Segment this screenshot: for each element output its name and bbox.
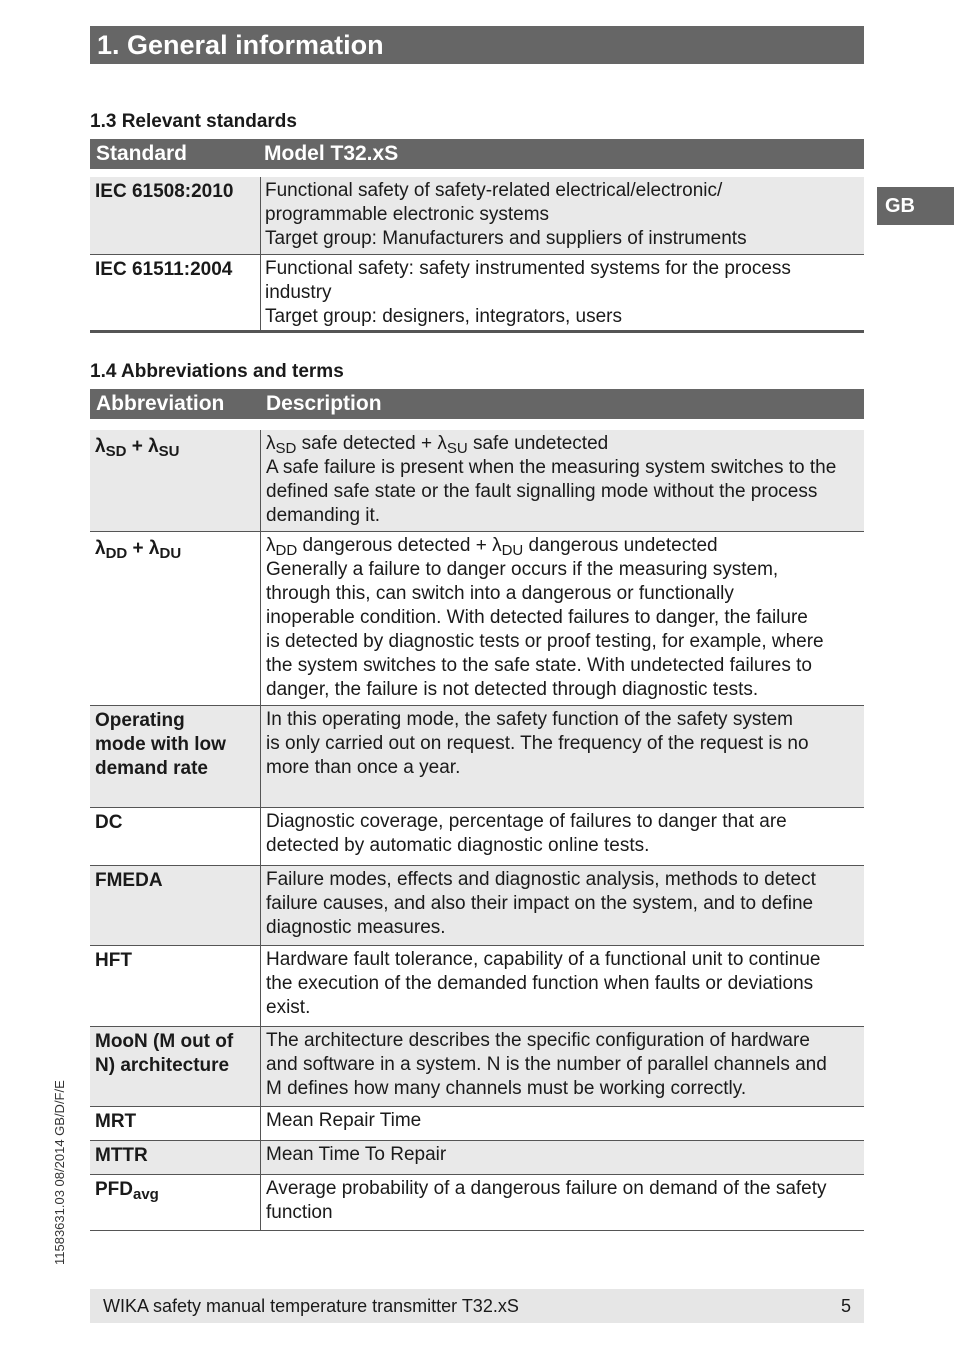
- description-line: Functional safety: safety instrumented systems for the process: [265, 258, 791, 279]
- description-line: industry: [265, 282, 332, 303]
- description-line: Failure modes, effects and diagnostic analysis, methods to detect: [266, 869, 816, 890]
- description-line: failure causes, and also their impact on the system, and to define: [266, 893, 814, 914]
- table-header: [90, 139, 864, 169]
- abbreviation-term: DC: [90, 808, 261, 865]
- table-row: [90, 946, 864, 1027]
- description-line: is only carried out on request. The frequency of the request is no: [266, 733, 809, 754]
- abbreviation-description: [261, 1027, 864, 1106]
- description-line: danger, the failure is not detected through diagnostic tests.: [266, 679, 759, 700]
- abbreviation-term: FMEDA: [90, 866, 261, 945]
- table-row: [90, 255, 864, 333]
- footer: [90, 1289, 864, 1323]
- column-header-standard: Standard: [96, 142, 188, 165]
- page-title: 1. General information: [90, 26, 864, 64]
- table-row: [90, 1175, 864, 1231]
- column-header-model: Model T32.xS: [264, 142, 399, 165]
- description-line: Diagnostic coverage, percentage of failures to danger that are: [266, 811, 787, 832]
- table-row: [90, 808, 864, 866]
- abbreviation-term: $\lambda_{DD} + \lambda_{DU}$: [90, 532, 261, 705]
- abbreviations-table: [90, 389, 864, 1231]
- abbreviation-description: [261, 1175, 864, 1230]
- description-line: Average probability of a dangerous failure on demand of the safety: [266, 1178, 827, 1199]
- description-line: exist.: [266, 997, 311, 1018]
- abbreviation-term: $\lambda_{SD} + \lambda_{SU}$: [90, 430, 261, 531]
- standards-table: [90, 139, 864, 333]
- table-row: [90, 706, 864, 808]
- description-line: Mean Repair Time: [266, 1110, 422, 1131]
- description-line: and software in a system. N is the number of parallel channels and: [266, 1054, 827, 1075]
- standard-description: [261, 177, 864, 254]
- footer-title: WIKA safety manual temperature transmitter T32.xS: [103, 1296, 519, 1316]
- description-line: detected by automatic diagnostic online tests.: [266, 835, 650, 856]
- abbreviation-term: HFT: [90, 946, 261, 1026]
- description-line: demanding it.: [266, 505, 381, 526]
- section-heading-standards: 1.3 Relevant standards: [90, 111, 297, 132]
- description-line: The architecture describes the specific configuration of hardware: [266, 1030, 810, 1051]
- abbreviation-term: MTTR: [90, 1141, 261, 1174]
- column-header-description: Description: [266, 392, 382, 415]
- abbreviation-description: [261, 946, 864, 1026]
- abbreviation-term: Operating mode with low demand rate: [90, 706, 261, 807]
- description-line: Target group: designers, integrators, users: [265, 306, 622, 327]
- table-row: [90, 1107, 864, 1141]
- description-line: A safe failure is present when the measuring system switches to the: [266, 457, 837, 478]
- abbreviation-description: [261, 1141, 864, 1174]
- table-row: [90, 532, 864, 706]
- description-line: inoperable condition. With detected failures to danger, the failure: [266, 607, 808, 628]
- abbreviation-term: MooN (M out of N) architecture: [90, 1027, 261, 1106]
- description-line: through this, can switch into a dangerous or functionally: [266, 583, 734, 604]
- table-row: [90, 866, 864, 946]
- description-line: more than once a year.: [266, 757, 461, 778]
- standard-name: IEC 61508:2010: [90, 177, 261, 254]
- abbreviation-description: [261, 532, 864, 705]
- abbreviation-description: [261, 808, 864, 865]
- abbreviation-term: $PFD_{avg}$: [90, 1175, 261, 1230]
- description-line: is detected by diagnostic tests or proof testing, for example, where: [266, 631, 824, 652]
- abbreviation-description: [261, 1107, 864, 1140]
- table-row: [90, 1027, 864, 1107]
- abbreviation-description: [261, 706, 864, 807]
- description-line: In this operating mode, the safety function of the safety system: [266, 709, 794, 730]
- table-row: [90, 1141, 864, 1175]
- description-line: Functional safety of safety-related electrical/electronic/: [265, 180, 723, 201]
- table-row: [90, 177, 864, 255]
- description-line: programmable electronic systems: [265, 204, 550, 225]
- description-line: diagnostic measures.: [266, 917, 446, 938]
- description-line: M defines how many channels must be working correctly.: [266, 1078, 747, 1099]
- description-line: function: [266, 1202, 333, 1223]
- table-header: [90, 389, 864, 419]
- page-number: 5: [840, 1296, 851, 1316]
- abbreviation-description: [261, 866, 864, 945]
- description-line: the execution of the demanded function when faults or deviations: [266, 973, 814, 994]
- section-heading-abbreviations: 1.4 Abbreviations and terms: [90, 361, 344, 382]
- description-line: $\lambda_{DD}$ dangerous detected + $\lambda_{DU}$ dangerous undetected: [266, 535, 718, 559]
- abbreviation-term: MRT: [90, 1107, 261, 1140]
- description-line: Generally a failure to danger occurs if the measuring system,: [266, 559, 779, 580]
- description-line: Mean Time To Repair: [266, 1144, 447, 1165]
- description-line: defined safe state or the fault signalling mode without the process: [266, 481, 818, 502]
- language-tab[interactable]: GB: [877, 187, 954, 225]
- table-row: [90, 430, 864, 532]
- description-line: the system switches to the safe state. With undetected failures to: [266, 655, 812, 676]
- document-code: 11583631.03 08/2014 GB/D/F/E: [52, 1080, 67, 1265]
- description-line: Hardware fault tolerance, capability of a functional unit to continue: [266, 949, 821, 970]
- description-line: $\lambda_{SD}$ safe detected + $\lambda_{SU}$ safe undetected: [266, 433, 609, 457]
- column-header-abbreviation: Abbreviation: [96, 392, 225, 415]
- description-line: Target group: Manufacturers and suppliers of instruments: [265, 228, 747, 249]
- abbreviation-description: [261, 430, 864, 531]
- standard-description: [261, 255, 864, 330]
- standard-name: IEC 61511:2004: [90, 255, 261, 330]
